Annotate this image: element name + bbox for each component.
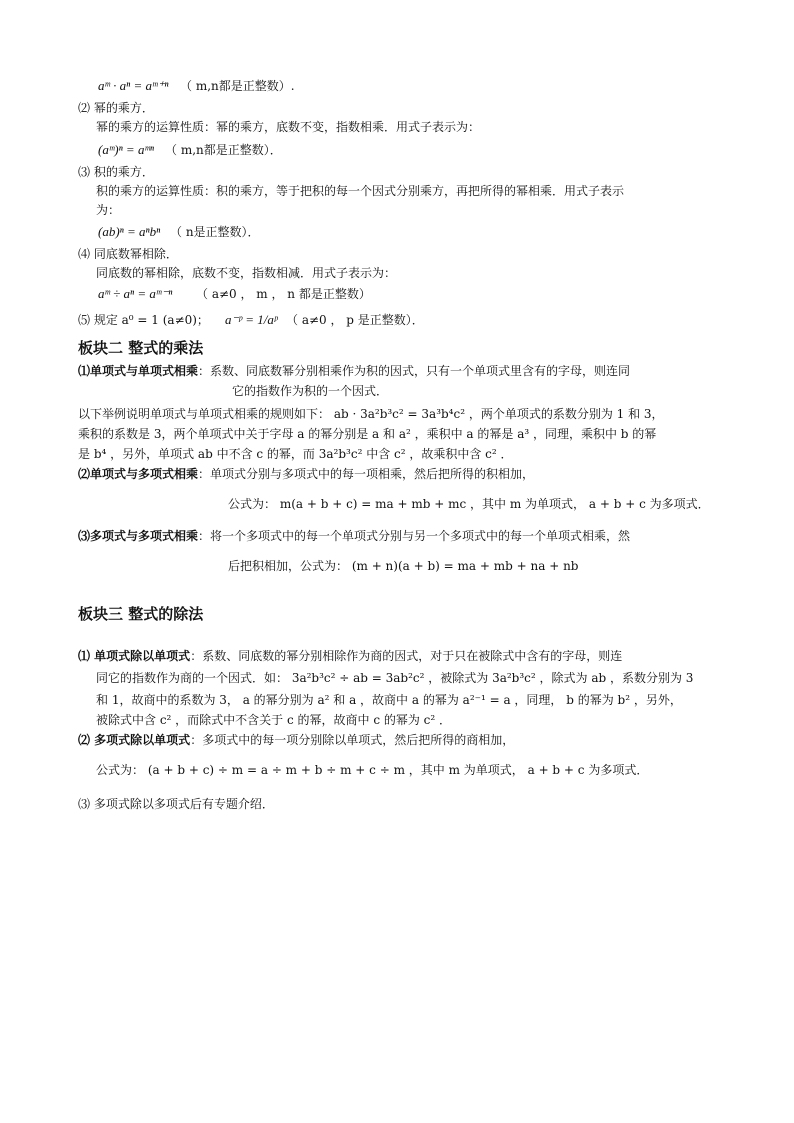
product-rule-formula: aᵐ · aⁿ = aᵐ⁺ⁿ	[98, 78, 169, 93]
power-of-product-desc: 积的乘方的运算性质：积的乘方，等于把积的每一个因式分别乘方，再把所得的幂相乘．用式子表示	[96, 184, 625, 198]
poly-div-label: ⑵ 多项式除以单项式	[78, 733, 191, 747]
mono-poly-text: ：单项式分别与多项式中的每一项相乘，然后把所得的积相加，	[198, 467, 535, 481]
quotient-rule-note: （ a≠0 ， m ， n 都是正整数）	[196, 287, 371, 301]
quotient-rule-formula: aᵐ ÷ aⁿ = aᵐ⁻ⁿ	[98, 286, 173, 301]
mono-mono-example-2: 乘积的系数是 3，两个单项式中关于字母 a 的幂分别是 a 和 a² ，乘积中 a 的幂是 a³ ，同理，乘积中 b 的幂	[78, 427, 657, 441]
mono-div-label: ⑴ 单项式除以单项式	[78, 649, 191, 663]
quotient-rule-desc: 同底数的幂相除，底数不变，指数相减．用式子表示为：	[96, 266, 397, 280]
power-of-power-formula: (aᵐ)ⁿ = aᵐⁿ	[98, 142, 154, 157]
power-of-power-note: （ m,n都是正整数）．	[165, 143, 282, 157]
negative-exponent-note: （ a≠0 ， p 是正整数）．	[286, 313, 424, 327]
mono-poly-multiplication	[78, 466, 534, 482]
product-rule-note: （ m,n都是正整数）.	[180, 79, 295, 93]
poly-poly-division-note: ⑶ 多项式除以多项式后有专题介绍．	[78, 797, 274, 811]
power-of-power-desc: 幂的乘方的运算性质：幂的乘方，底数不变，指数相乘．用式子表示为：	[96, 120, 481, 134]
mono-mono-division	[78, 648, 622, 664]
mono-mono-example-3: 是 b⁴ ，另外，单项式 ab 中不含 c 的幂，而 3a²b³c² 中含 c² ，故乘积中含 c² ．	[78, 447, 513, 461]
power-of-product-formula: (ab)ⁿ = aⁿbⁿ	[98, 224, 161, 239]
zero-exponent-rule: ⑸ 规定 a⁰ = 1 (a≠0)；	[78, 313, 209, 327]
mono-mono-example-1: 以下举例说明单项式与单项式相乘的规则如下： ab · 3a²b³c² = 3a³b⁴c² ，两个单项式的系数分别为 1 和 3，	[78, 407, 664, 421]
mono-mono-multiplication	[78, 363, 630, 379]
poly-poly-multiplication	[78, 528, 630, 544]
mono-mono-text: ：系数、同底数幂分别相乘作为积的因式，只有一个单项式里含有的字母，则连同	[198, 364, 631, 378]
mono-div-text-3: 和 1，故商中的系数为 3， a 的幂分别为 a² 和 a ，故商中 a 的幂为 a²⁻¹ = a ，同理， b 的幂为 b² ，另外，	[96, 693, 682, 707]
section-heading-division: 板块三 整式的除法	[78, 605, 204, 623]
section-heading-multiplication: 板块二 整式的乘法	[78, 339, 204, 357]
poly-div-text: ：多项式中的每一项分别除以单项式，然后把所得的商相加，	[190, 733, 515, 747]
poly-mono-division	[78, 732, 514, 748]
mono-div-text-2: 同它的指数作为商的一个因式．如： 3a²b³c² ÷ ab = 3ab²c² ，被除式为 3a²b³c² ，除式为 ab ，系数分别为 3	[96, 671, 694, 685]
poly-poly-formula: 后把积相加，公式为： (m + n)(a + b) = ma + mb + na + nb	[228, 559, 579, 573]
poly-div-formula: 公式为： (a + b + c) ÷ m = a ÷ m + b ÷ m + c ÷ m ，其中 m 为单项式， a + b + c 为多项式．	[96, 763, 649, 777]
mono-mono-label: ⑴单项式与单项式相乘	[78, 364, 199, 378]
power-of-product-desc-cont: 为：	[96, 203, 121, 217]
poly-poly-text: ：将一个多项式中的每一个单项式分别与另一个多项式中的每一个单项式相乘，然	[198, 529, 631, 543]
poly-poly-label: ⑶多项式与多项式相乘	[78, 529, 199, 543]
negative-exponent-formula: a⁻ᵖ = 1/aᵖ	[225, 312, 278, 327]
mono-poly-label: ⑵单项式与多项式相乘	[78, 467, 199, 481]
power-of-product-note: （ n是正整数）．	[170, 225, 260, 239]
quotient-rule-title: ⑷ 同底数幂相除．	[78, 247, 178, 261]
power-of-product-title: ⑶ 积的乘方．	[78, 165, 154, 179]
mono-div-text-4: 被除式中含 c² ，而除式中不含关于 c 的幂，故商中 c 的幂为 c² ．	[96, 713, 452, 727]
mono-poly-formula: 公式为： m(a + b + c) = ma + mb + mc ，其中 m 为单项式， a + b + c 为多项式．	[228, 497, 710, 511]
mono-mono-text-cont: 它的指数作为积的一个因式．	[232, 384, 389, 398]
power-of-power-title: ⑵ 幂的乘方．	[78, 101, 154, 115]
mono-div-text: ：系数、同底数的幂分别相除作为商的因式，对于只在被除式中含有的字母，则连	[190, 649, 623, 663]
